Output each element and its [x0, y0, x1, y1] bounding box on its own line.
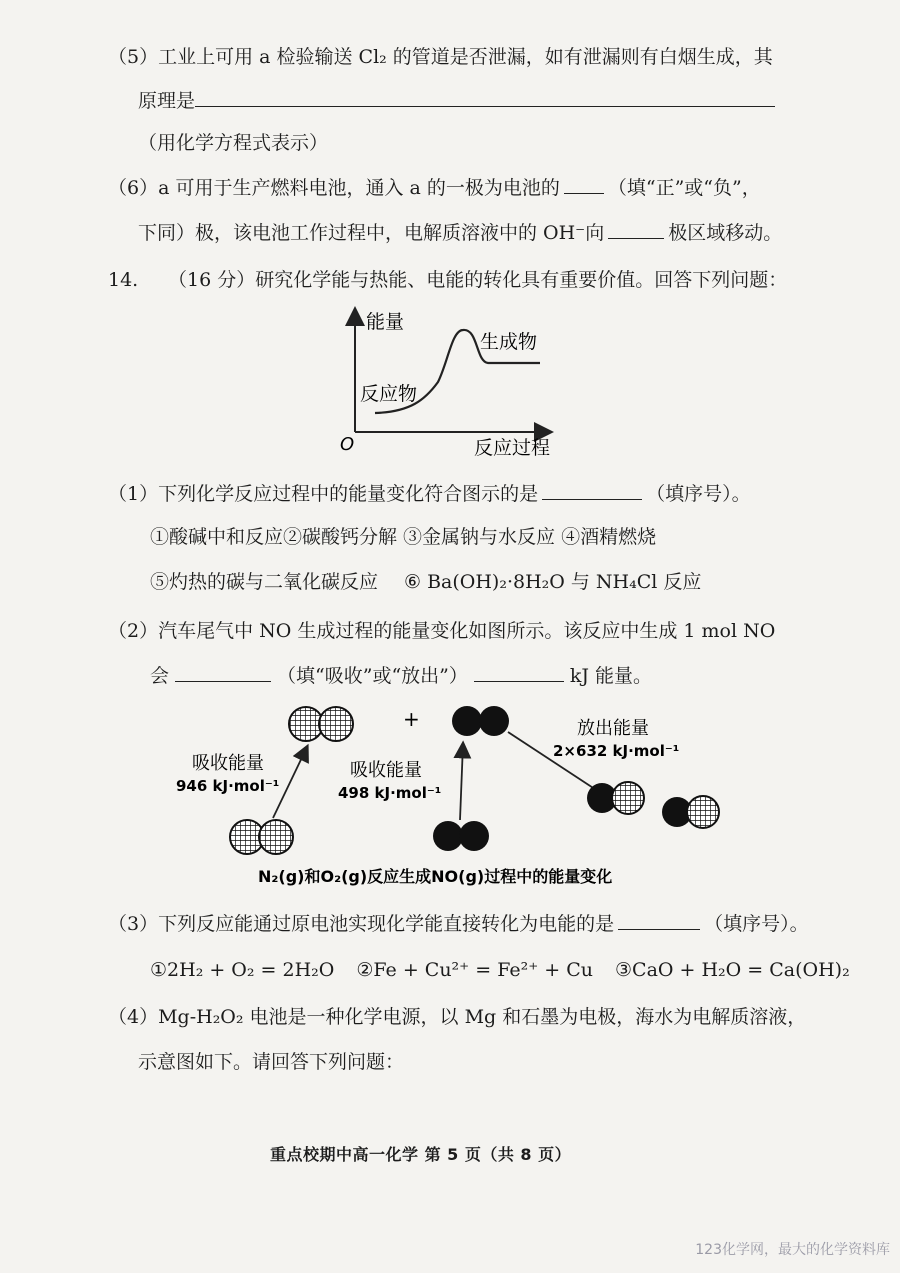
page-footer: 重点校期中高一化学 第 5 页（共 8 页）	[270, 1145, 572, 1164]
q6-line1	[108, 175, 761, 201]
q14-part4-line2: 示意图如下。请回答下列问题：	[138, 1051, 405, 1073]
q14-options-line2	[150, 569, 701, 595]
q14-part2-line2	[150, 663, 652, 689]
o2-molecule-top	[452, 706, 509, 736]
q14-p2-text-c: （填“吸收”或“放出”）	[277, 665, 468, 687]
y-axis-label: 能量	[366, 311, 405, 333]
q14-option-5: ⑤灼热的碳与二氧化碳反应	[150, 571, 379, 593]
arrow-o2-up	[460, 744, 463, 820]
q14-p3-blank[interactable]	[618, 911, 700, 930]
absorb2-title: 吸收能量	[350, 760, 422, 781]
absorb2-value: 498 kJ·mol⁻¹	[338, 784, 442, 802]
plus-sign: +	[403, 707, 420, 731]
n2-molecule-top	[289, 707, 353, 741]
q14-option-6: ⑥ Ba(OH)₂·8H₂O 与 NH₄Cl 反应	[404, 571, 702, 593]
release-value: 2×632 kJ·mol⁻¹	[553, 742, 680, 760]
absorb1-title: 吸收能量	[192, 753, 264, 774]
equation-1: ①2H₂ + O₂ = 2H₂O	[150, 959, 335, 981]
q6-text-b: （填“正”或“负”，	[607, 177, 761, 199]
watermark: 123化学网，最大的化学资料库	[695, 1242, 890, 1258]
q5-answer-blank[interactable]	[195, 88, 775, 107]
origin-label: O	[340, 434, 355, 455]
no-molecule-2	[662, 796, 719, 828]
q5-principle-label: 原理是	[138, 90, 196, 112]
q6-text-c: 下同）极，该电池工作过程中，电解质溶液中的 OH⁻向	[138, 222, 605, 244]
q14-number: 14.	[108, 269, 139, 291]
q14-p2-text-d: kJ 能量。	[569, 665, 653, 687]
diagram-caption: N₂(g)和O₂(g)反应生成NO(g)过程中的能量变化	[258, 867, 613, 886]
product-label: 生成物	[480, 331, 538, 353]
q14-p2-blank-2[interactable]	[474, 663, 564, 682]
q14-part2-line1: （2）汽车尾气中 NO 生成过程的能量变化如图所示。该反应中生成 1 mol NO	[108, 620, 776, 642]
n2-molecule-bottom	[230, 820, 293, 854]
q6-text-a: （6）a 可用于生产燃料电池，通入 a 的一极为电池的	[108, 177, 560, 199]
q14-options-line1: ①酸碱中和反应②碳酸钙分解 ③金属钠与水反应 ④酒精燃烧	[150, 526, 657, 548]
q6-line2	[138, 220, 782, 246]
equation-2: ②Fe + Cu²⁺ = Fe²⁺ + Cu	[356, 959, 594, 981]
q5-line1: （5）工业上可用 a 检验输送 Cl₂ 的管道是否泄漏，如有泄漏则有白烟生成，其	[108, 46, 773, 68]
q5-line2	[138, 88, 775, 114]
q14-head-line	[108, 267, 787, 293]
q14-equations-line	[150, 957, 850, 983]
reactant-label: 反应物	[360, 383, 418, 405]
q5-line3: （用化学方程式表示）	[138, 132, 329, 154]
x-axis-label: 反应过程	[474, 437, 551, 459]
q14-part3-line	[108, 911, 809, 937]
q6-blank-1[interactable]	[564, 175, 604, 194]
q6-blank-2[interactable]	[608, 220, 664, 239]
q14-p3-text: （3）下列反应能通过原电池实现化学能直接转化为电能的是	[108, 913, 615, 935]
q14-p2-blank-1[interactable]	[175, 663, 271, 682]
equation-3: ③CaO + H₂O = Ca(OH)₂	[615, 959, 850, 981]
no-energy-diagram	[170, 690, 750, 895]
q14-heading: （16 分）研究化学能与热能、电能的转化具有重要价值。回答下列问题：	[168, 269, 788, 291]
no-molecule-1	[587, 782, 644, 814]
q14-p2-text-b: 会	[150, 665, 170, 687]
absorb1-value: 946 kJ·mol⁻¹	[176, 777, 280, 795]
q14-p1-suffix: （填序号）。	[646, 483, 751, 505]
q14-part4-line1: （4）Mg-H₂O₂ 电池是一种化学电源，以 Mg 和石墨为电极，海水为电解质溶液，	[108, 1006, 807, 1028]
q6-text-d: 极区域移动。	[668, 222, 783, 244]
o2-molecule-bottom	[433, 821, 489, 851]
q14-part1-line	[108, 481, 751, 507]
energy-graph	[330, 300, 590, 460]
q14-p3-suffix: （填序号）。	[704, 913, 809, 935]
q14-p1-blank[interactable]	[542, 481, 642, 500]
release-title: 放出能量	[577, 718, 649, 739]
q14-p1-text: （1）下列化学反应过程中的能量变化符合图示的是	[108, 483, 539, 505]
